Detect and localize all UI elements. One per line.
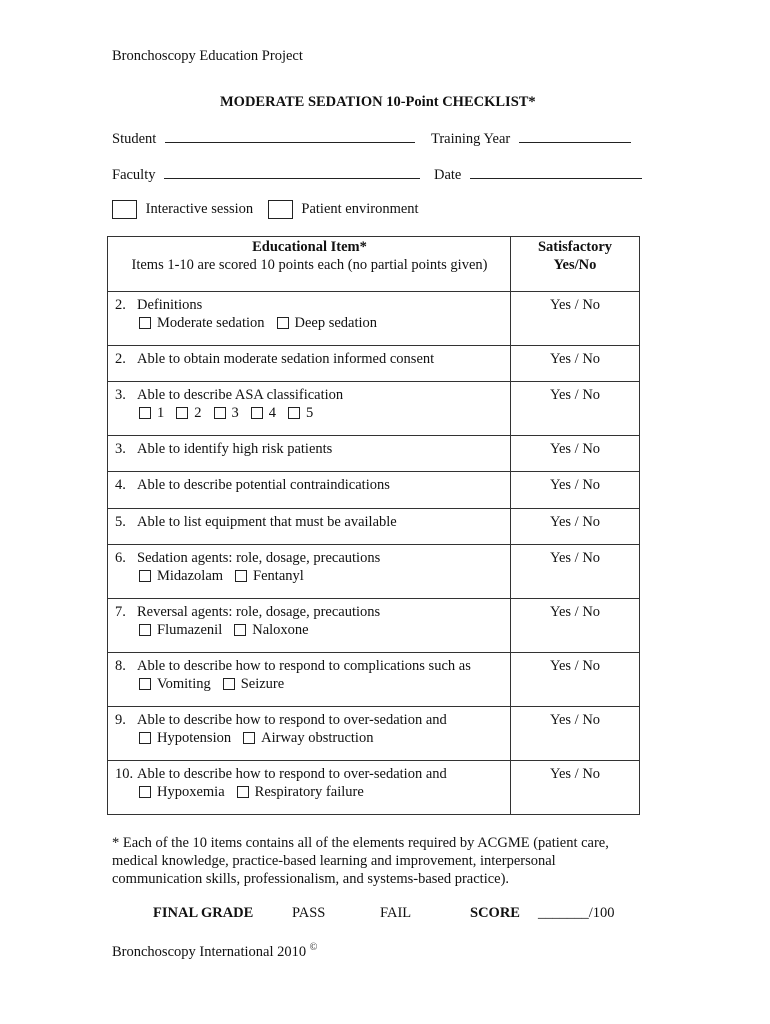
pass-option[interactable]: PASS	[292, 905, 326, 921]
item-text: Able to list equipment that must be available	[137, 514, 397, 530]
item-options	[115, 568, 504, 585]
item-line	[115, 477, 504, 494]
date-line[interactable]	[470, 166, 642, 179]
option-checkbox[interactable]	[176, 407, 188, 419]
option[interactable]	[277, 315, 378, 332]
student-field	[112, 130, 415, 148]
answer-cell[interactable]: Yes / No	[549, 514, 601, 530]
item-cell	[108, 599, 511, 652]
option-label: 1	[157, 405, 165, 421]
option[interactable]	[234, 622, 308, 639]
item-number: 2.	[115, 297, 126, 313]
item-text: Able to identify high risk patients	[137, 441, 333, 457]
option-label: 2	[194, 405, 202, 421]
option-label: Hypoxemia	[157, 784, 225, 800]
item-cell	[108, 436, 511, 471]
fail-option[interactable]: FAIL	[380, 905, 412, 921]
patient-environment-checkbox[interactable]	[268, 200, 293, 219]
table-row	[107, 509, 640, 545]
item-number: 10.	[115, 766, 134, 782]
answer-cell[interactable]: Yes / No	[549, 766, 601, 782]
answer-cell[interactable]: Yes / No	[549, 550, 601, 566]
item-text: Able to describe how to respond to over-sedation and	[137, 712, 447, 728]
checklist-table	[107, 236, 640, 815]
option-label: Midazolam	[157, 568, 224, 584]
option[interactable]	[176, 405, 201, 422]
option[interactable]	[223, 676, 284, 693]
item-line	[115, 351, 504, 368]
faculty-field	[112, 166, 420, 184]
item-text: Sedation agents: role, dosage, precautions	[137, 550, 381, 566]
header-satisfactory-line1: Satisfactory	[537, 239, 613, 255]
header-item-title: Educational Item*	[252, 239, 367, 255]
student-line[interactable]	[165, 130, 415, 143]
option-checkbox[interactable]	[139, 407, 151, 419]
item-line	[115, 658, 504, 675]
option[interactable]	[139, 784, 225, 801]
footnote: * Each of the 10 items contains all of the elements required by ACGME (patient care, medical knowledge, practice-based learning and improvement, interpersonal communication skills, professionalism, and systems-based practice).	[112, 835, 609, 887]
option-checkbox[interactable]	[139, 678, 151, 690]
item-line	[115, 297, 504, 314]
item-number: 6.	[115, 550, 126, 566]
table-row	[107, 707, 640, 761]
item-options	[115, 622, 504, 639]
option-label: 4	[268, 405, 276, 421]
answer-cell[interactable]: Yes / No	[549, 297, 601, 313]
training-year-line[interactable]	[519, 130, 631, 143]
item-number: 3.	[115, 441, 126, 457]
option[interactable]	[237, 784, 364, 801]
item-line	[115, 441, 504, 458]
option-label: 3	[231, 405, 239, 421]
option-checkbox[interactable]	[214, 407, 226, 419]
table-row	[107, 436, 640, 472]
header-satisfactory-cell	[511, 237, 639, 291]
option-checkbox[interactable]	[139, 570, 151, 582]
table-row	[107, 545, 640, 599]
student-label: Student	[112, 131, 157, 147]
option-label: Hypotension	[157, 730, 232, 746]
item-text: Able to describe ASA classification	[137, 387, 344, 403]
item-number: 3.	[115, 387, 126, 403]
item-cell	[108, 653, 511, 706]
item-text: Able to describe potential contraindications	[137, 477, 390, 493]
table-header	[107, 236, 640, 292]
item-line	[115, 604, 504, 621]
option-checkbox[interactable]	[251, 407, 263, 419]
option-checkbox[interactable]	[139, 317, 151, 329]
option-checkbox[interactable]	[235, 570, 247, 582]
table-row	[107, 382, 640, 436]
header-satisfactory-line2: Yes/No	[553, 257, 597, 273]
score-label: SCORE	[470, 905, 520, 921]
answer-cell[interactable]: Yes / No	[549, 387, 601, 403]
header-item-note: Items 1-10 are scored 10 points each (no partial points given)	[131, 257, 488, 273]
table-row	[107, 761, 640, 815]
item-cell	[108, 761, 511, 814]
item-text: Able to describe how to respond to over-sedation and	[137, 766, 447, 782]
score-field[interactable]: _______/100	[538, 905, 615, 921]
item-cell	[108, 382, 511, 435]
option[interactable]	[235, 568, 304, 585]
item-cell	[108, 472, 511, 508]
item-options	[115, 405, 504, 422]
option-label: Vomiting	[157, 676, 211, 692]
item-options	[115, 730, 504, 747]
item-options	[115, 315, 504, 332]
option-label: Seizure	[240, 676, 285, 692]
patient-environment-label: Patient environment	[301, 200, 419, 217]
table-row	[107, 599, 640, 653]
option-label: Deep sedation	[294, 315, 378, 331]
option[interactable]	[243, 730, 373, 747]
option[interactable]	[288, 405, 313, 422]
item-line	[115, 712, 504, 729]
option[interactable]	[139, 676, 211, 693]
item-text: Able to obtain moderate sedation informed consent	[137, 351, 435, 367]
item-cell	[108, 346, 511, 381]
item-number: 4.	[115, 477, 126, 493]
item-cell	[108, 509, 511, 544]
item-number: 8.	[115, 658, 126, 674]
option-label: Fentanyl	[253, 568, 304, 584]
option-checkbox[interactable]	[139, 786, 151, 798]
item-number: 9.	[115, 712, 126, 728]
option[interactable]	[214, 405, 239, 422]
date-field	[434, 166, 642, 184]
item-text: Able to describe how to respond to complications such as	[137, 658, 471, 674]
option-label: Naloxone	[252, 622, 309, 638]
option[interactable]	[139, 315, 265, 332]
item-options	[115, 784, 504, 801]
project-name: Bronchoscopy Education Project	[112, 48, 303, 64]
item-cell	[108, 707, 511, 760]
item-number: 7.	[115, 604, 126, 620]
table-row	[107, 292, 640, 346]
checklist-title: MODERATE SEDATION 10-Point CHECKLIST*	[220, 94, 536, 110]
header-item-cell	[108, 237, 511, 291]
footer-text: Bronchoscopy International 2010	[112, 943, 307, 960]
option-checkbox[interactable]	[288, 407, 300, 419]
interactive-session-checkbox[interactable]	[112, 200, 137, 219]
option-label: Respiratory failure	[254, 784, 364, 800]
answer-cell[interactable]: Yes / No	[549, 351, 601, 367]
option-checkbox[interactable]	[237, 786, 249, 798]
option-checkbox[interactable]	[139, 624, 151, 636]
item-text: Reversal agents: role, dosage, precautions	[137, 604, 381, 620]
final-grade-label: FINAL GRADE	[153, 905, 254, 921]
option-checkbox[interactable]	[223, 678, 235, 690]
item-number: 5.	[115, 514, 126, 530]
answer-cell[interactable]: Yes / No	[549, 477, 601, 493]
option-checkbox[interactable]	[139, 732, 151, 744]
faculty-label: Faculty	[112, 167, 156, 183]
option-checkbox[interactable]	[243, 732, 255, 744]
item-text: Definitions	[137, 297, 203, 313]
answer-cell[interactable]: Yes / No	[549, 658, 601, 674]
training-year-field	[431, 130, 631, 148]
item-cell	[108, 292, 511, 345]
option[interactable]	[139, 730, 231, 747]
date-label: Date	[434, 167, 462, 183]
item-options	[115, 676, 504, 693]
option-label: Flumazenil	[157, 622, 223, 638]
answer-cell[interactable]: Yes / No	[549, 712, 601, 728]
option[interactable]	[251, 405, 276, 422]
table-row	[107, 653, 640, 707]
option[interactable]	[139, 622, 222, 639]
option-label: Airway obstruction	[261, 730, 374, 746]
option[interactable]	[139, 568, 223, 585]
faculty-line[interactable]	[164, 166, 420, 179]
item-line	[115, 514, 504, 531]
table-row	[107, 472, 640, 509]
option-label: Moderate sedation	[157, 315, 265, 331]
option-label: 5	[306, 405, 314, 421]
table-row	[107, 346, 640, 382]
option[interactable]	[139, 405, 164, 422]
item-line	[115, 387, 504, 404]
answer-cell[interactable]: Yes / No	[549, 604, 601, 620]
option-checkbox[interactable]	[234, 624, 246, 636]
session-options	[112, 200, 419, 219]
answer-cell[interactable]: Yes / No	[549, 441, 601, 457]
item-line	[115, 766, 504, 783]
footer	[112, 942, 317, 961]
option-checkbox[interactable]	[277, 317, 289, 329]
item-cell	[108, 545, 511, 598]
interactive-session-label: Interactive session	[145, 200, 254, 217]
item-line	[115, 550, 504, 567]
copyright-symbol: ©	[309, 942, 318, 953]
training-year-label: Training Year	[431, 131, 511, 147]
item-number: 2.	[115, 351, 126, 367]
